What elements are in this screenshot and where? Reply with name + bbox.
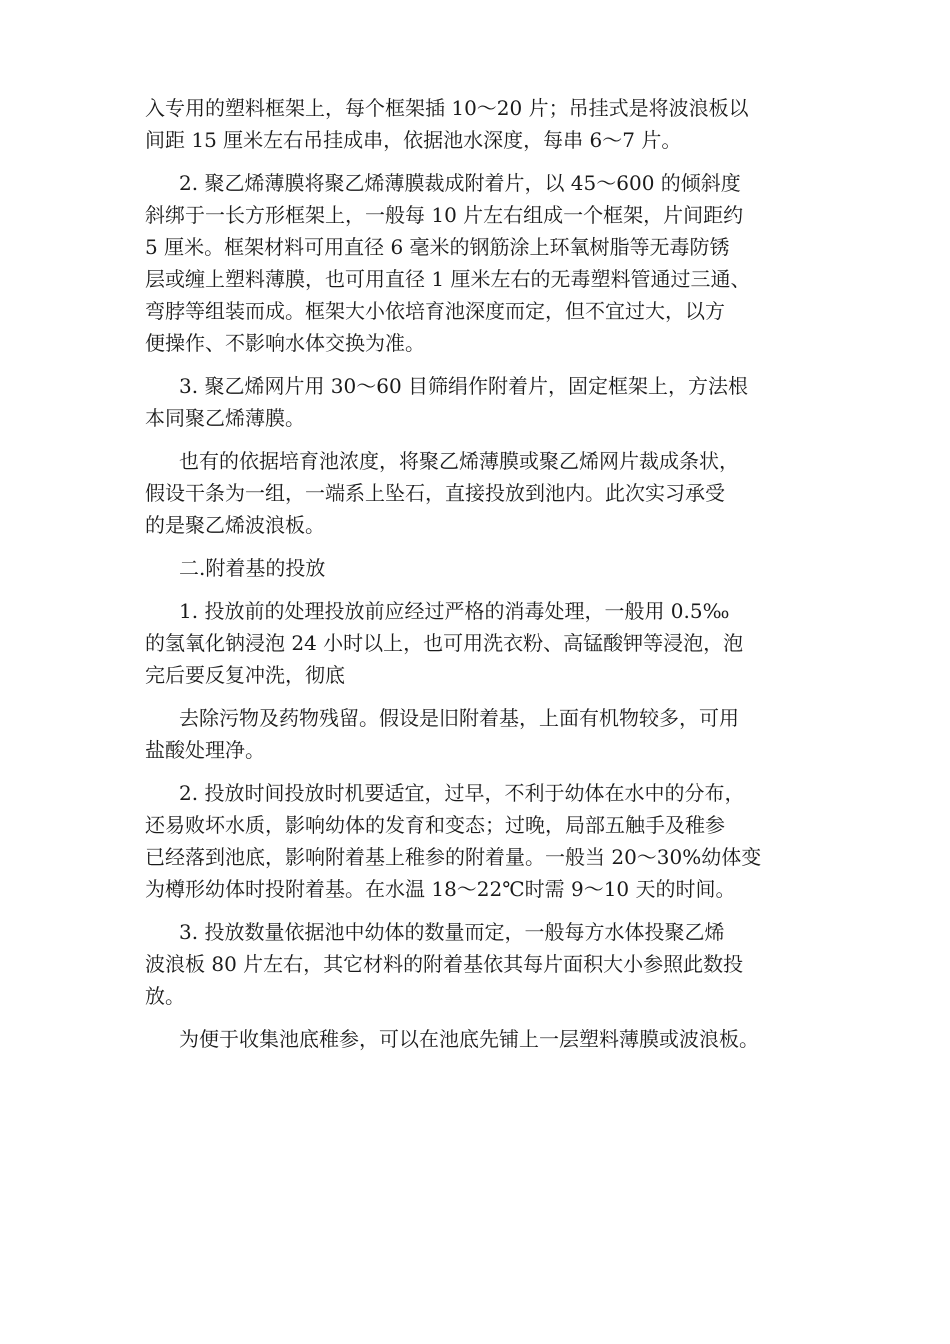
- paragraph: [145, 92, 825, 156]
- paragraph: [145, 445, 825, 541]
- text-line: 的氢氧化钠浸泡 24 小时以上，也可用洗衣粉、高锰酸钾等浸泡，泡: [145, 631, 744, 655]
- heading-text: 二.附着基的投放: [179, 556, 326, 580]
- paragraph: [145, 1023, 825, 1055]
- text-line: 斜绑于一长方形框架上，一般每 10 片左右组成一个框架，片间距约: [145, 203, 744, 227]
- text-line: 已经落到池底，影响附着基上稚参的附着量。一般当 20～30%幼体变: [145, 845, 762, 869]
- text-line: 层或缠上塑料薄膜，也可用直径 1 厘米左右的无毒塑料管通过三通、: [145, 267, 751, 291]
- document-body: [145, 92, 825, 1066]
- text-line: 3. 投放数量依据池中幼体的数量而定，一般每方水体投聚乙烯: [179, 920, 725, 944]
- text-line: 为樽形幼体时投附着基。在水温 18～22℃时需 9～10 天的时间。: [145, 877, 736, 901]
- paragraph: [145, 167, 825, 359]
- text-line: 2. 聚乙烯薄膜将聚乙烯薄膜裁成附着片，以 45～600 的倾斜度: [179, 171, 741, 195]
- text-line: 间距 15 厘米左右吊挂成串，依据池水深度，每串 6～7 片。: [145, 128, 682, 152]
- text-line: 还易败坏水质，影响幼体的发育和变态；过晚，局部五触手及稚参: [145, 813, 725, 837]
- text-line: 也有的依据培育池浓度，将聚乙烯薄膜或聚乙烯网片裁成条状，: [179, 449, 739, 473]
- text-line: 1. 投放前的处理投放前应经过严格的消毒处理，一般用 0.5‰: [179, 599, 730, 623]
- text-line: 放。: [145, 984, 185, 1008]
- text-line: 本同聚乙烯薄膜。: [145, 406, 305, 430]
- text-line: 去除污物及药物残留。假设是旧附着基，上面有机物较多，可用: [179, 706, 739, 730]
- text-line: 盐酸处理净。: [145, 738, 265, 762]
- text-line: 假设干条为一组，一端系上坠石，直接投放到池内。此次实习承受: [145, 481, 725, 505]
- text-line: 2. 投放时间投放时机要适宜，过早，不利于幼体在水中的分布，: [179, 781, 745, 805]
- paragraph: [145, 370, 825, 434]
- paragraph: [145, 916, 825, 1012]
- text-line: 3. 聚乙烯网片用 30～60 目筛绢作附着片，固定框架上，方法根: [179, 374, 749, 398]
- paragraph: [145, 595, 825, 691]
- text-line: 5 厘米。框架材料可用直径 6 毫米的钢筋涂上环氧树脂等无毒防锈: [145, 235, 730, 259]
- text-line: 入专用的塑料框架上，每个框架插 10～20 片；吊挂式是将波浪板以: [145, 96, 749, 120]
- text-line: 的是聚乙烯波浪板。: [145, 513, 325, 537]
- text-line: 波浪板 80 片左右，其它材料的附着基依其每片面积大小参照此数投: [145, 952, 744, 976]
- text-line: 便操作、不影响水体交换为准。: [145, 331, 425, 355]
- paragraph: [145, 702, 825, 766]
- text-line: 为便于收集池底稚参，可以在池底先铺上一层塑料薄膜或波浪板。: [179, 1027, 759, 1051]
- text-line: 弯脖等组装而成。框架大小依培育池深度而定，但不宜过大，以方: [145, 299, 725, 323]
- section-heading: [145, 552, 825, 584]
- paragraph: [145, 777, 825, 905]
- text-line: 完后要反复冲洗，彻底: [145, 663, 345, 687]
